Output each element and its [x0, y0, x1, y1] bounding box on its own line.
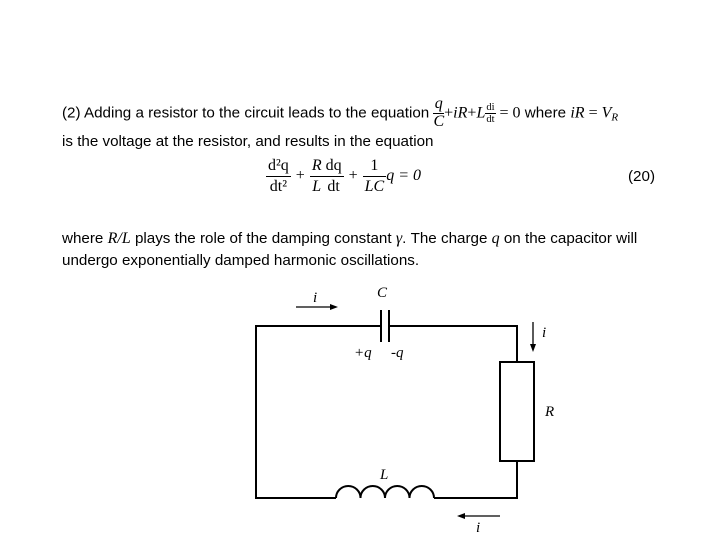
- arrow-bottom: [457, 513, 500, 519]
- charge-minus-label: -q: [391, 345, 404, 361]
- where-text: where: [62, 230, 108, 247]
- plus-sign: +: [295, 167, 305, 184]
- current-label-bottom: i: [476, 520, 481, 536]
- arrow-right: [530, 322, 536, 352]
- current-label-top: i: [313, 290, 318, 306]
- ir-symbol: iR: [570, 104, 585, 122]
- equals-sign: =: [584, 104, 602, 122]
- current-symbol: i: [453, 104, 458, 122]
- plus-sign: +: [467, 104, 477, 122]
- voltage-symbol: V: [601, 104, 612, 122]
- fraction-denominator: L: [312, 177, 322, 195]
- inductor-coil: [336, 486, 434, 498]
- charge-text: . The charge: [402, 230, 492, 247]
- current-label-right: i: [542, 325, 547, 341]
- q-equals-zero: q = 0: [386, 167, 422, 184]
- plus-sign: +: [444, 104, 454, 122]
- fraction-numerator: di: [486, 101, 495, 113]
- fraction-denominator: dt: [486, 113, 495, 125]
- equation-number: (20): [628, 168, 656, 185]
- fraction-numerator: dq: [324, 156, 344, 177]
- fraction-numerator: q: [434, 95, 443, 112]
- paragraph-2-rest: on the capacitor will undergo exponentially damped harmonic oscillations.: [62, 230, 638, 269]
- fraction-numerator: R: [310, 156, 324, 177]
- bottom-right-wire: [434, 461, 517, 498]
- paragraph-1-intro: (2) Adding a resistor to the circuit leads to the equation: [62, 104, 434, 122]
- inductor-label: L: [380, 467, 389, 483]
- fraction-numerator: 1: [363, 156, 387, 177]
- voltage-subscript: R: [611, 111, 619, 124]
- fraction-denominator: C: [433, 112, 445, 130]
- charge-plus-label: +q: [354, 345, 372, 361]
- top-right-wire: [389, 326, 517, 362]
- capacitor-plates: [381, 310, 389, 342]
- r-over-l-symbol: R/L: [107, 230, 131, 247]
- capacitor-label: C: [377, 285, 388, 301]
- resistance-symbol: R: [457, 104, 468, 122]
- gamma-symbol: γ: [395, 230, 403, 247]
- equals-zero: = 0: [495, 104, 521, 122]
- where-text: where: [520, 104, 571, 122]
- charge-symbol: q: [491, 230, 500, 247]
- fraction-denominator: LC: [364, 177, 385, 195]
- resistor-label: R: [545, 404, 555, 420]
- paragraph-1-rest: is the voltage at the resistor, and results in the equation: [62, 132, 434, 150]
- inductance-symbol: L: [476, 104, 486, 122]
- resistor-box: [500, 362, 534, 461]
- plus-sign: +: [348, 167, 358, 184]
- fraction-denominator: dt²: [269, 177, 288, 195]
- fraction-numerator: d²q: [266, 156, 291, 177]
- damping-text: plays the role of the damping constant: [130, 230, 396, 247]
- fraction-denominator: dt: [327, 177, 340, 195]
